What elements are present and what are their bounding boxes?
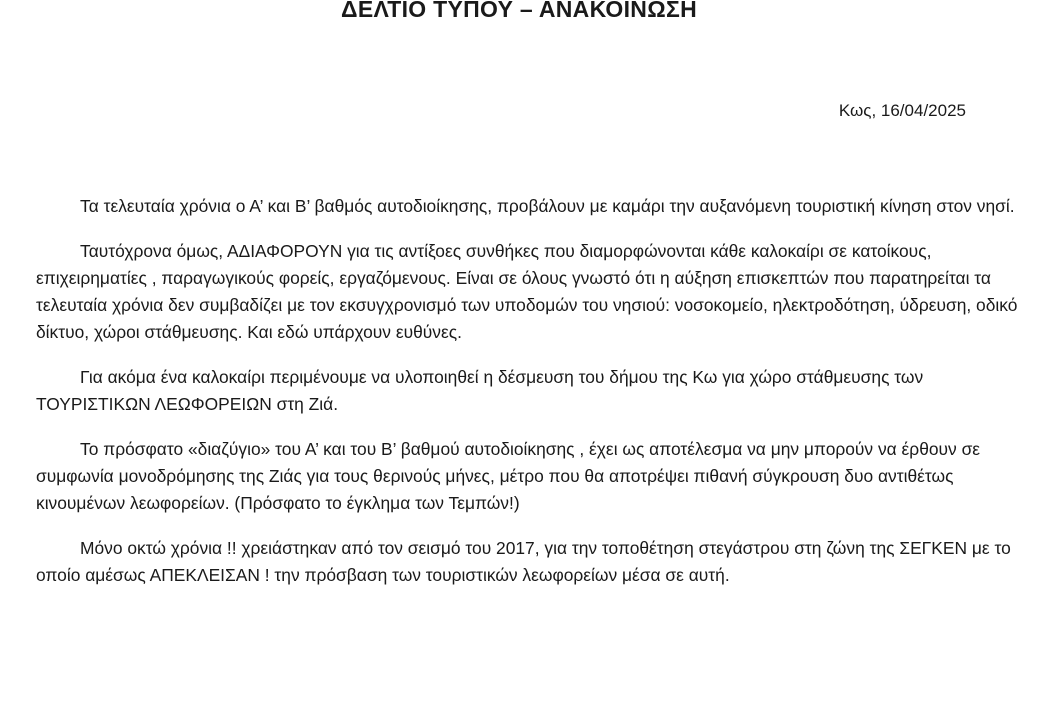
paragraph: Για ακόμα ένα καλοκαίρι περιμένουμε να υλοποιηθεί η δέσμευση του δήμου της Κω για χώρο στάθμευσης των ΤΟΥΡΙΣΤΙΚΩΝ ΛΕΩΦΟΡΕΙΩΝ στη Ζιά. <box>36 367 924 414</box>
document-body <box>36 193 1026 607</box>
paragraph: Το πρόσφατο «διαζύγιο» του Α’ και του Β’ βαθμού αυτοδιοίκησης , έχει ως αποτέλεσμα να μην μπορούν να έρθουν σε συμφωνία μονοδρόμησης της Ζιάς για τους θερινούς μήνες, μέτρο που θα αποτρέψει πιθανή σύγκρουση δυο αντιθέτως κινουμένων λεωφορείων. (Πρόσφατο το έγκλημα των Τεμπών!) <box>36 439 981 513</box>
paragraph: Ταυτόχρονα όμως, ΑΔΙΑΦΟΡΟΥΝ για τις αντίξοες συνθήκες που διαμορφώνονται κάθε καλοκαίρι σε κατοίκους, επιχειρηματίες , παραγωγικούς φορείς, εργαζόμενους. Είναι σε όλους γνωστό ότι η αύξηση επισκεπτών που παρατηρείται τα τελευταία χρόνια δεν συμβαδίζει με τον εκσυγχρονισμό των υποδομών του νησιού: νοσοκομείο, ηλεκτροδότηση, ύδρευση, οδικό δίκτυο, χώροι στάθμευσης. Και εδώ υπάρχουν ευθύνες. <box>36 241 1018 342</box>
paragraph: Μόνο οκτώ χρόνια !! χρειάστηκαν από τον σεισμό του 2017, για την τοποθέτηση στεγάστρου στη ζώνη της ΣΕΓΚΕΝ με το οποίο αμέσως ΑΠΕΚΛΕΙΣΑΝ ! την πρόσβαση των τουριστικών λεωφορείων μέσα σε αυτή. <box>36 538 1011 585</box>
paragraph: Τα τελευταία χρόνια ο Α’ και Β’ βαθμός αυτοδιοίκησης, προβάλουν με καμάρι την αυξανόμενη τουριστική κίνηση στον νησί. <box>80 196 1015 216</box>
document-title: ΔΕΛΤΙΟ ΤΥΠΟΥ – ΑΝΑΚΟΙΝΩΣΗ <box>341 0 697 22</box>
place-date: Κως, 16/04/2025 <box>838 101 966 120</box>
